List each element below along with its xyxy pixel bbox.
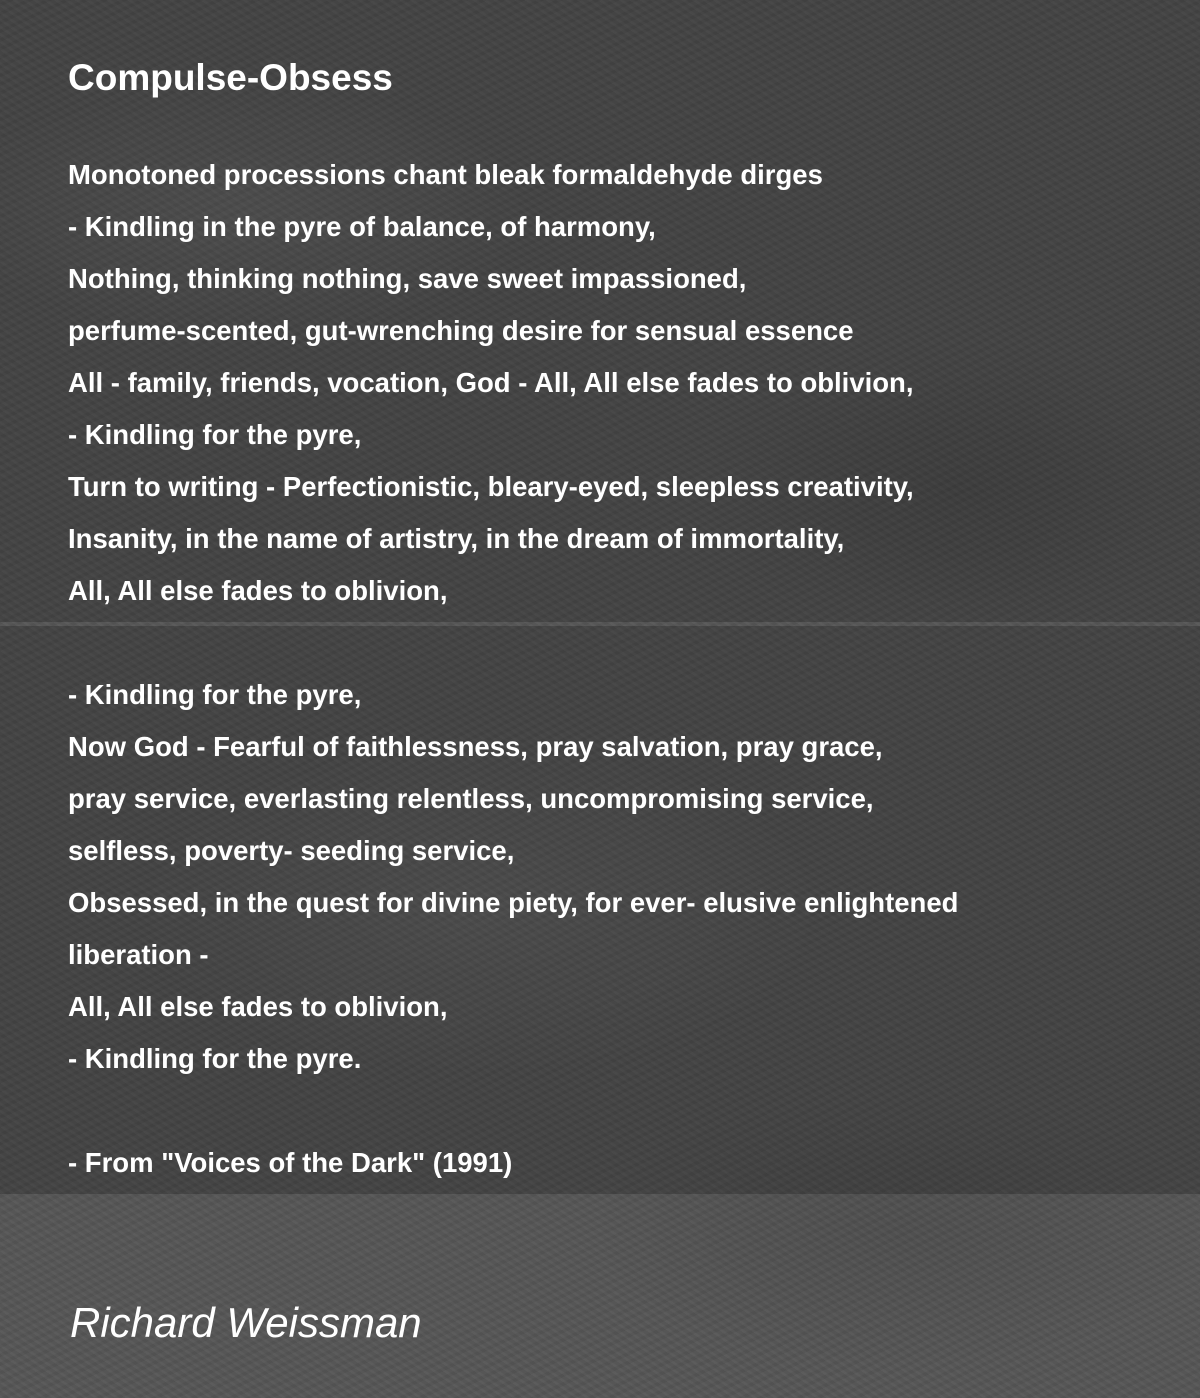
- poem-line: - From "Voices of the Dark" (1991): [68, 1147, 513, 1178]
- poem-line: All, All else fades to oblivion,: [68, 991, 448, 1022]
- poem-stanza-2: [68, 669, 958, 1085]
- poem-source-note: [68, 1137, 512, 1189]
- poem-line: Nothing, thinking nothing, save sweet impassioned,: [68, 263, 747, 294]
- poem-line: - Kindling for the pyre,: [68, 419, 362, 450]
- poem-line: Turn to writing - Perfectionistic, bleary-eyed, sleepless creativity,: [68, 471, 914, 502]
- poem-line: perfume-scented, gut-wrenching desire for sensual essence: [68, 315, 854, 346]
- poem-line: - Kindling in the pyre of balance, of harmony,: [68, 211, 656, 242]
- poem-line: liberation -: [68, 939, 209, 970]
- poem-stanza-1: [68, 149, 914, 617]
- poem-line: selfless, poverty- seeding service,: [68, 835, 515, 866]
- poem-line: Insanity, in the name of artistry, in the dream of immortality,: [68, 523, 845, 554]
- poem-author: Richard Weissman: [70, 1299, 422, 1346]
- poem-title: Compulse-Obsess: [68, 57, 393, 98]
- poem-line: pray service, everlasting relentless, uncompromising service,: [68, 783, 874, 814]
- poem-line: - Kindling for the pyre,: [68, 679, 362, 710]
- poem-line: Obsessed, in the quest for divine piety, for ever- elusive enlightened: [68, 887, 959, 918]
- poem-line: - Kindling for the pyre.: [68, 1043, 362, 1074]
- poem-line: All, All else fades to oblivion,: [68, 575, 448, 606]
- poem-line: Monotoned processions chant bleak formaldehyde dirges: [68, 159, 823, 190]
- poem-line: All - family, friends, vocation, God - All, All else fades to oblivion,: [68, 367, 914, 398]
- poem-line: Now God - Fearful of faithlessness, pray salvation, pray grace,: [68, 731, 883, 762]
